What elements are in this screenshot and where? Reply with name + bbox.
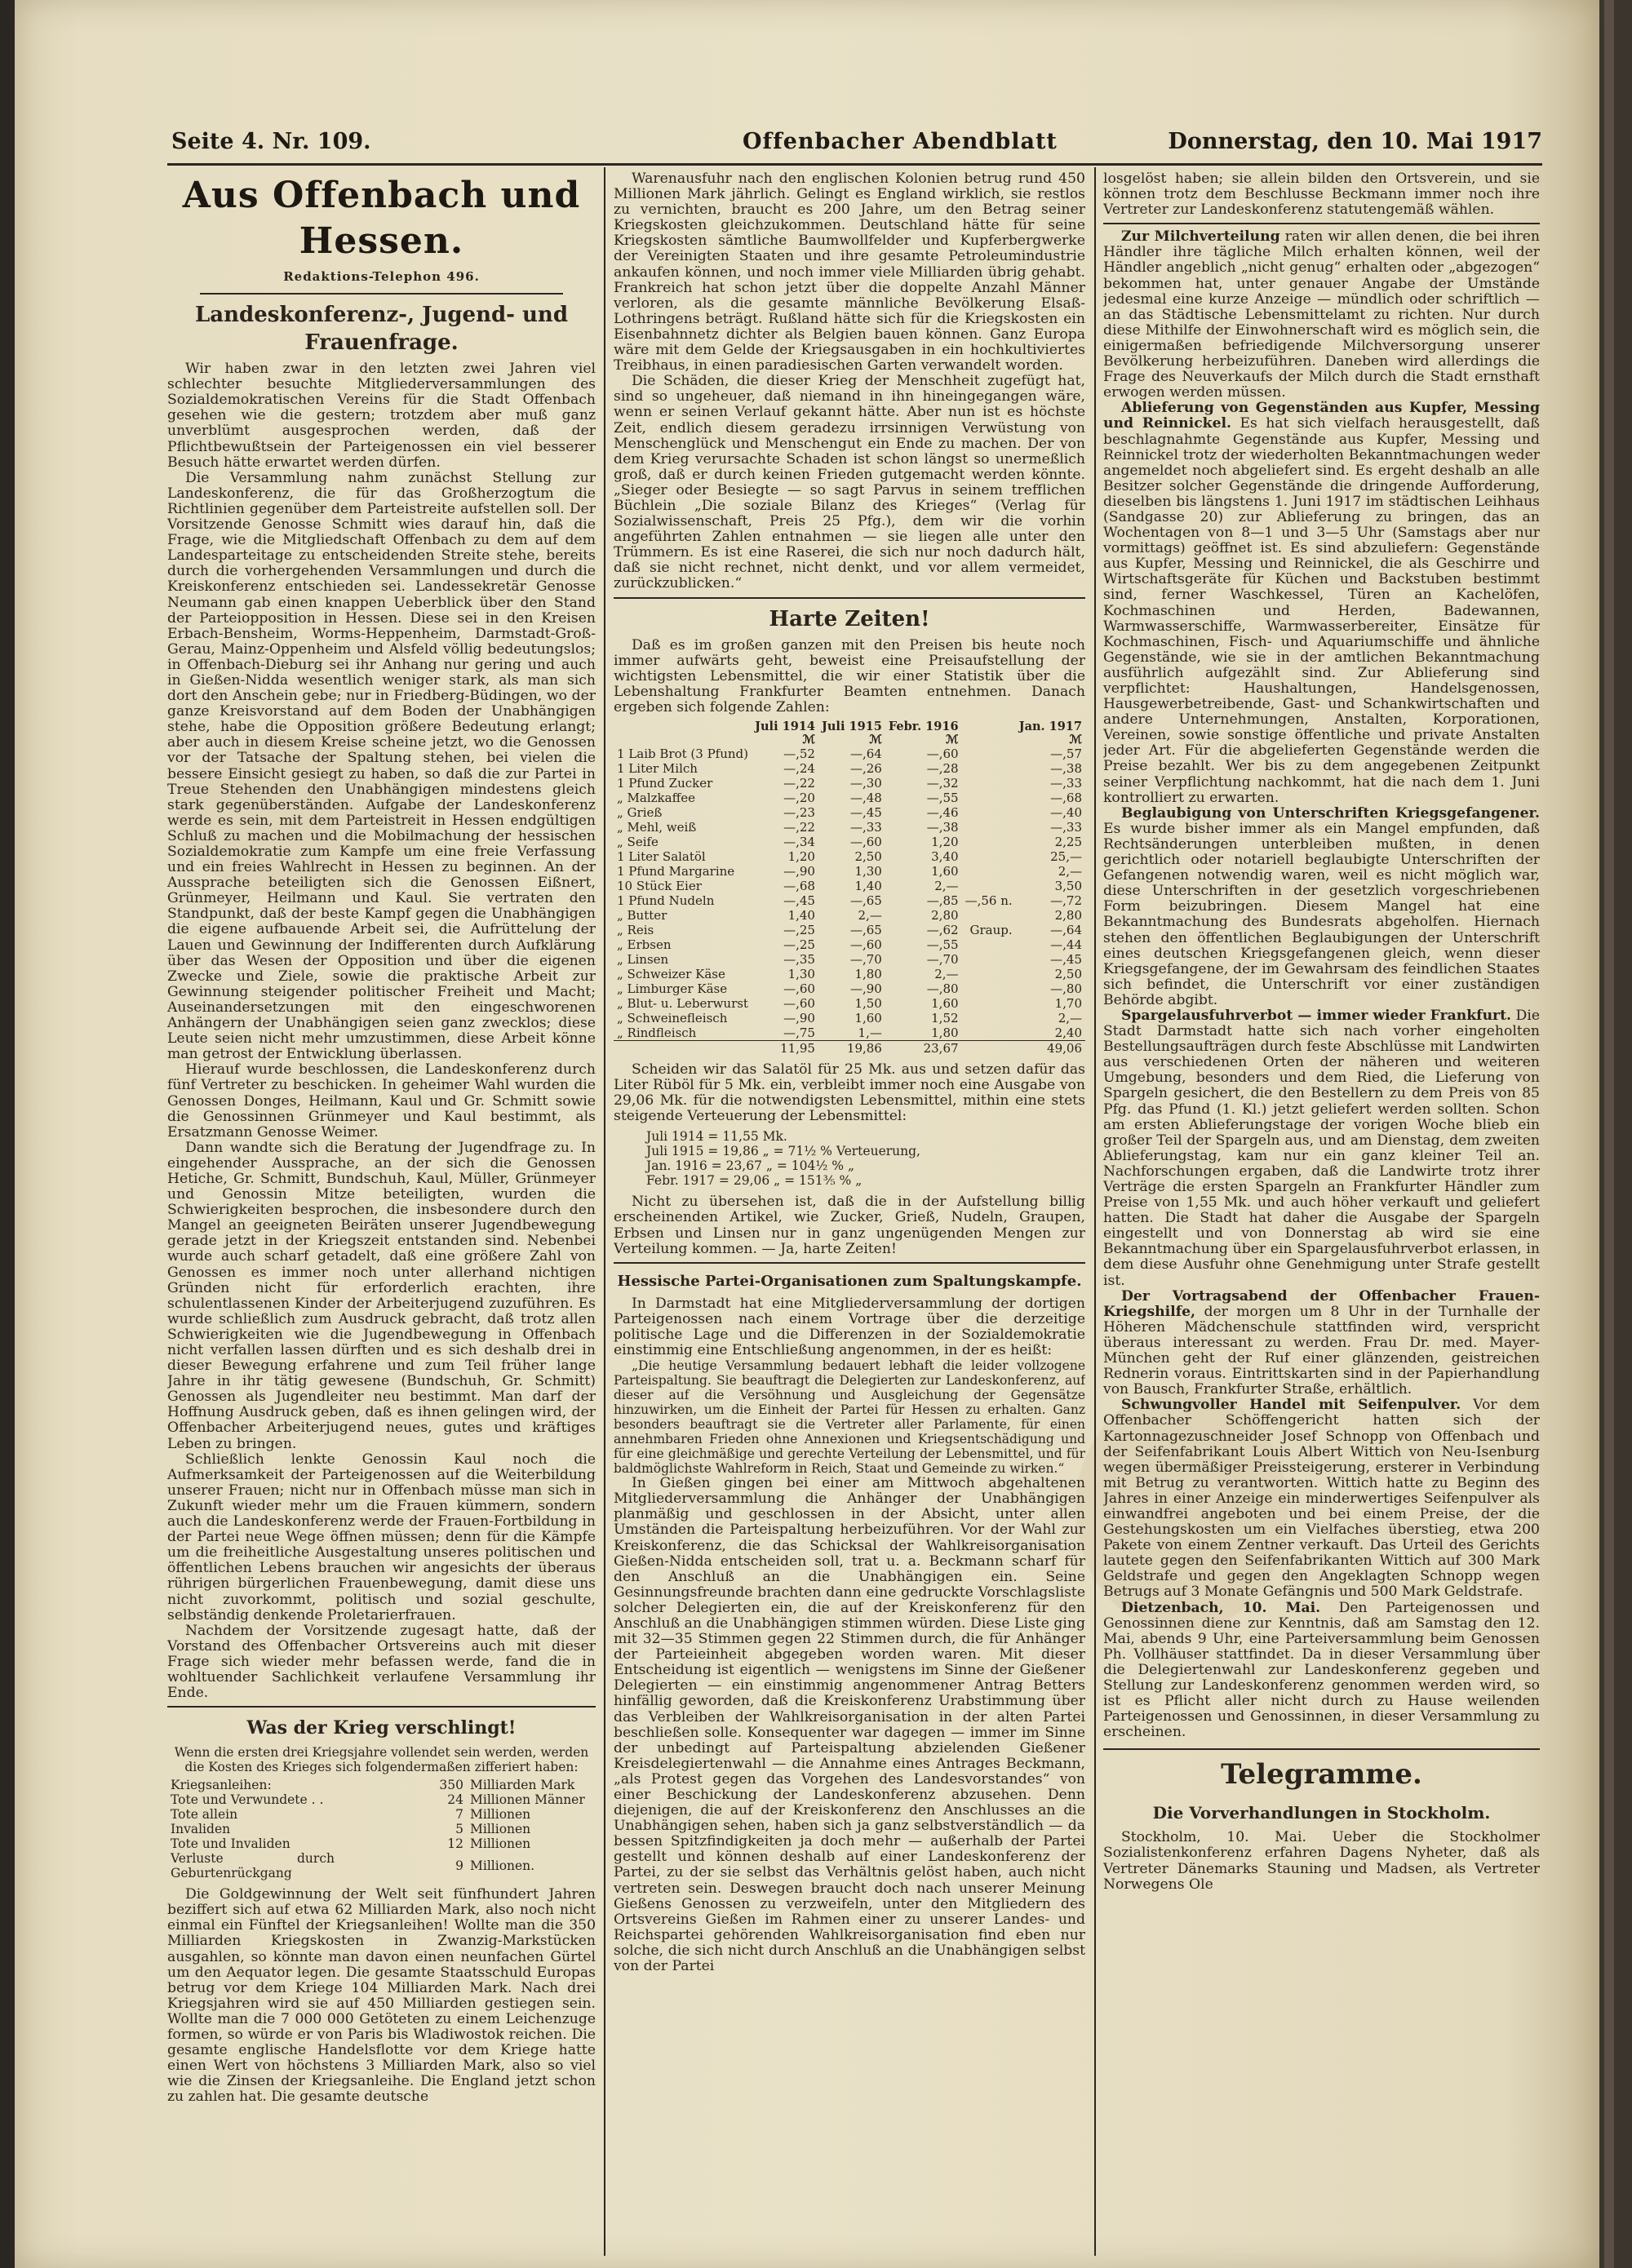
- table-cell: [962, 879, 1016, 893]
- article-title: Hessische Partei-Organisationen zum Spaltungskampfe.: [617, 1272, 1082, 1290]
- table-cell: „ Butter: [617, 908, 667, 923]
- table-cell: Millionen Männer: [470, 1792, 585, 1808]
- news-item-title: Der Vortragsabend der Offenbacher Frauen-Kriegshilfe,: [1103, 1287, 1540, 1320]
- table-cell: 2,80: [1054, 908, 1082, 923]
- telegram-section-title: Telegramme.: [1221, 1758, 1422, 1792]
- table-row: [614, 1011, 1085, 1025]
- column-3: [1103, 171, 1540, 2260]
- table-row: [614, 923, 1085, 937]
- table-cell: —,33: [850, 820, 882, 835]
- table-cell: 1 Pfund Nudeln: [617, 893, 715, 908]
- table-cell: —,75: [783, 1025, 815, 1040]
- issue-date: Donnerstag, den 10. Mai 1917: [1168, 129, 1542, 154]
- price-increase-line: Juli 1914 = 11,55 Mk.: [646, 1129, 787, 1145]
- table-cell: 350: [439, 1778, 463, 1793]
- table-cell: Millionen: [470, 1807, 531, 1823]
- news-item-title: Schwungvoller Handel mit Seifenpulver.: [1121, 1397, 1461, 1414]
- column-2: [614, 171, 1085, 2260]
- unit-cell: ℳ: [869, 733, 882, 746]
- column-header: Febr. 1916: [888, 720, 959, 733]
- news-item-text: Die Stadt Darmstadt hatte sich nach vorher eingeholten Bestellungsaufträgen durch feste Abschlüsse mit Landwirten aus verschiedenen Orten der näheren und weiteren Umgebung, besonders und dem Ried, die Lieferung von Spargeln gesichert, die den Bestellern zu dem Preis von 85 Pfg. das Pfund (1. Kl.) jetzt geliefert werden sollten. Schon am ersten Ablieferungstage der vorigen Woche blieb ein großer Teil der Spargeln aus, und am Dienstag, dem zweiten Ablieferungstag, kam nur ein ganz kleiner Teil an. Nachforschungen ergaben, daß die Landwirte trotz ihrer Verträge die ersten Spargeln an Frankfurter Händler zum Preise von 1,55 Mk. und auch höher verkauft und geliefert hatten. Die Stadt hat daher die Ausgabe der Spargeln eingestellt und von Donnerstag ab wird sie eine Bekanntmachung über ein Spargelausfuhrverbot erlassen, in dem diese Ausfuhr ohne Genehmigung unter Strafe gestellt ist.: [1103, 1007, 1540, 1289]
- price-increase-list: [646, 1129, 1085, 1188]
- table-cell: [962, 849, 1016, 864]
- table-cell: —,45: [850, 805, 882, 820]
- column-header: [962, 720, 1016, 733]
- unit-cell: [614, 733, 752, 746]
- news-item-text: Den Parteigenossen und Genossinnen diene zur Kenntnis, daß am Samstag den 12. Mai, abends 9 Uhr, eine Parteiversammlung beim Genossen Ph. Vollhäuser stattfindet. Da in dieser Versammlung über die Delegiertenwahl zur Landeskonferenz gegeben und Stellung zur Landeskonferenz genommen werden wird, so ist es Pflicht aller nicht durch zu Hause weilenden Parteigenossen und Genossinnen, in dieser Versammlung zu erscheinen.: [1103, 1599, 1540, 1741]
- total-cell: 19,86: [818, 1041, 885, 1056]
- news-item-title: Ablieferung von Gegenständen aus Kupfer, Messing und Reinnickel.: [1103, 400, 1540, 432]
- table-cell: 2,50: [854, 849, 882, 864]
- table-cell: —,22: [783, 776, 815, 791]
- table-cell: 1 Pfund Margarine: [617, 864, 735, 879]
- column-header: Juli 1915: [822, 720, 882, 733]
- table-row: [614, 746, 1085, 761]
- news-item: [1103, 229, 1540, 401]
- table-cell: 1,40: [854, 879, 882, 893]
- news-item-title: Beglaubigung von Unterschriften Kriegsgefangener.: [1121, 804, 1540, 822]
- table-cell: 1,20: [931, 835, 959, 849]
- page-number: Seite 4. Nr. 109.: [171, 129, 371, 154]
- table-cell: [962, 791, 1016, 805]
- table-row: [614, 981, 1085, 996]
- table-cell: —,45: [1050, 952, 1082, 967]
- table-cell: [962, 805, 1016, 820]
- table-cell: 1,30: [787, 967, 815, 981]
- table-cell: 1,50: [854, 996, 882, 1011]
- table-cell: 1 Liter Salatöl: [617, 849, 706, 864]
- table-row: [614, 879, 1085, 893]
- table-cell: —,34: [783, 835, 815, 849]
- article-paragraph: Wir haben zwar in den letzten zwei Jahren viel schlechter besuchte Mitgliederversammlungen des Sozialdemokratischen Vereins für die Stadt Offenbach gesehen wie die gestern; trotzdem aber muß ganz unverblümt ausgesprochen werden, daß der Pflichtbewußtsein der Parteigenossen ein viel besserer Besuch hätte erwartet werden dürfen.: [167, 361, 596, 471]
- table-cell: —,85: [926, 893, 959, 908]
- table-cell: —,60: [783, 996, 815, 1011]
- table-row: [614, 805, 1085, 820]
- article-paragraph: Die Versammlung nahm zunächst Stellung zur Landeskonferenz, die für das Großherzogtum die Richtlinien gegenüber dem Parteistreite aufstellen soll. Der Vorsitzende Genosse Schmitt wies darauf hin, daß die Frage, wie die Mitgliedschaft Offenbach zu dem auf dem Landesparteitage zu entscheidenden Streite stehe, bereits durch die vorhergehenden Versammlungen und durch die Kreiskonferenz entschieden sei. Landessekretär Genosse Neumann gab einen knappen Ueberblick über den Stand der Parteiopposition in Hessen. Diese sei in den Kreisen Erbach-Bensheim, Worms-Heppenheim, Darmstadt-Groß-Gerau, Mainz-Oppenheim und Alsfeld völlig bedeutungslos; in Offenbach-Dieburg sei ihr Anhang nur gering und auch in Gießen-Nidda wesentlich weniger stark, als man sich dort den Anschein gebe; nur in Friedberg-Büdingen, wo der ganze Kreisvorstand auf dem Boden der Unabhängigen stehe, habe die Opposition größere Bedeutung erlangt; aber auch in diesem Kreise scheine jetzt, wo die Genossen vor der Tatsache der Spaltung stehen, bei vielen die bessere Einsicht gesiegt zu haben, so daß die zur Partei in Treue Stehenden den Unabhängigen mindestens gleich stark gegenüberständen. Aufgabe der Landeskonferenz werde es sein, mit dem Parteistreit in Hessen endgültigen Schluß zu machen und die Mobilmachung der hessischen Sozialdemokratie zum Kampfe um eine freie Verfassung und ein freies Wahlrecht in Hessen zu beginnen. An der Aussprache beteiligten sich die Genossen Eißnert, Grünmeyer, Heilmann und Kaul. Sie vertraten den Standpunkt, daß der beste Kampf gegen die Unabhängigen die eigene aufbauende Arbeit sei, die Aufrüttelung der Lauen und Gewinnung der Indifferenten durch Aufklärung über das Wesen der Opposition und über die eigenen Zwecke und Ziele, sowie die praktische Arbeit zur Gewinnung steigender politischer Freiheit und Macht; Auseinandersetzungen mit den eingeschworenen Anhängern der Unabhängigen seien ganz zwecklos; diese Leute seien nicht mehr umzustimmen, diese Arbeit könne man getrost der Entwicklung überlassen.: [167, 469, 596, 1063]
- table-row: [614, 864, 1085, 879]
- table-cell: —,60: [850, 835, 882, 849]
- table-cell: Tote und Verwundete . .: [171, 1792, 324, 1808]
- article-paragraph: Dann wandte sich die Beratung der Jugendfrage zu. In eingehender Aussprache, an der sich die Genossen Hetiche, Gr. Schmitt, Bundschuh, Kaul, Müller, Grünmeyer und Genossin Mitze beteiligten, wurden die Schwierigkeiten besprochen, die insbesondere durch den Mangel an geeigneten Beiräten unserer Jugendbewegung gerade jetzt in der Kriegszeit entstanden sind. Nebenbei wurde auch scharf getadelt, daß eine größere Zahl von Genossen es immer noch unter allerhand nichtigen Gründen nicht für erforderlich erachten, ihre schulentlassenen Kinder der Arbeiterjugend zuzuführen. Es wurde schließlich zum Ausdruck gebracht, daß trotz allen Schwierigkeiten wie die Jugendbewegung in Offenbach nicht verfallen lassen dürften und es sich deshalb drei in dieser Bewegung erfahrene und zum Teil früher lange Jahre in ihr tätig gewesene (Bundschuh, Gr. Schmitt) Genossen als Jugendleiter neu bestimmt. Man darf der Hoffnung Ausdruck geben, daß es ihnen gelingen wird, der Offenbacher Arbeiterjugend neues, gutes und kräftiges Leben zu bringen.: [167, 1139, 596, 1452]
- news-item: [1103, 1398, 1540, 1600]
- table-cell: Tote und Invaliden: [171, 1836, 290, 1852]
- table-cell: „ Schweinefleisch: [617, 1011, 728, 1025]
- table-cell: [962, 908, 1016, 923]
- article-paragraph: Hierauf wurde beschlossen, die Landeskonferenz durch fünf Vertreter zu beschicken. In geheimer Wahl wurden die Genossen Donges, Heilmann, Kaul und Gr. Schmitt sowie die Genossinnen Grünmeyer und Kaul bestimmt, als Ersatzmann Genosse Weimer.: [167, 1061, 596, 1141]
- table-cell: Verluste durch Geburtenrückgang: [171, 1851, 335, 1881]
- table-cell: —,38: [926, 820, 959, 835]
- table-cell: —,45: [783, 893, 815, 908]
- table-cell: —,90: [783, 1011, 815, 1025]
- table-cell: Invaliden: [171, 1822, 231, 1837]
- table-cell: —,90: [850, 981, 882, 996]
- table-cell: 1,20: [787, 849, 815, 864]
- table-cell: —,68: [783, 879, 815, 893]
- table-cell: —,46: [926, 805, 959, 820]
- table-cell: —,32: [926, 776, 959, 791]
- table-cell: „ Seife: [617, 835, 659, 849]
- table-cell: —,68: [1050, 791, 1082, 805]
- article-paragraph: In Darmstadt hat eine Mitgliederversammlung der dortigen Parteigenossen nach einem Vortrage über die derzeitige politische Lage und die Differenzen in der Sozialdemokratie einstimmig eine Entschließung angenommen, in der es heißt:: [614, 1295, 1085, 1359]
- table-row: [614, 996, 1085, 1011]
- table-cell: „ Rindfleisch: [617, 1025, 697, 1040]
- article-paragraph: Stockholm, 10. Mai. Ueber die Stockholmer Sozialistenkonferenz erfahren Dagens Nyheter, daß als Vertreter Dänemarks Stauning und Madsen, als Vertreter Norwegens Ole: [1103, 1829, 1540, 1893]
- table-cell: 10 Stück Eier: [617, 879, 702, 893]
- table-cell: 12: [447, 1836, 463, 1852]
- table-cell: 5: [455, 1822, 463, 1837]
- column-rule: [1094, 167, 1096, 2256]
- telephone-note: Redaktions-Telephon 496.: [283, 269, 480, 284]
- table-row: [167, 1822, 596, 1836]
- table-cell: „ Mehl, weiß: [617, 820, 697, 835]
- unit-cell: ℳ: [802, 733, 815, 746]
- table-cell: —,48: [850, 791, 882, 805]
- table-cell: —,62: [926, 923, 959, 937]
- article-paragraph: Wenn die ersten drei Kriegsjahre vollendet sein werden, werden die Kosten des Krieges sich folgendermaßen zifferiert haben:: [174, 1745, 589, 1775]
- table-cell: [962, 1025, 1016, 1041]
- table-cell: 24: [447, 1792, 463, 1808]
- table-row: [167, 1851, 596, 1880]
- table-cell: —,40: [1050, 805, 1082, 820]
- table-cell: 1,60: [931, 996, 959, 1011]
- news-item: [1103, 1601, 1540, 1741]
- article-paragraph: losgelöst haben; sie allein bilden den Ortsverein, und sie können trotz dem Beschlusse Beckmann immer noch ihre Vertreter zur Landeskonferenz statutengemäß wählen.: [1103, 171, 1540, 219]
- table-row: [614, 952, 1085, 967]
- table-cell: Millionen: [470, 1836, 531, 1852]
- table-cell: 25,—: [1050, 849, 1082, 864]
- total-cell: [614, 1041, 752, 1056]
- total-cell: [962, 1041, 1016, 1056]
- table-cell: [962, 996, 1016, 1011]
- table-cell: „ Limburger Käse: [617, 981, 728, 996]
- table-row: [167, 1807, 596, 1822]
- news-item: [1103, 806, 1540, 1008]
- column-header: [614, 720, 752, 733]
- table-cell: —,90: [783, 864, 815, 879]
- table-row: [167, 1836, 596, 1851]
- table-cell: [962, 835, 1016, 849]
- table-row: [167, 1778, 596, 1792]
- total-cell: 23,67: [885, 1041, 962, 1056]
- table-cell: —,38: [1050, 761, 1082, 776]
- divider: [1103, 1748, 1540, 1750]
- table-cell: —,60: [926, 746, 959, 761]
- table-cell: Kriegsanleihen:: [171, 1778, 272, 1793]
- newspaper-title: Offenbacher Abendblatt: [743, 129, 1058, 154]
- news-item-text: Es hat sich vielfach herausgestellt, daß beschlagnahmte Gegenstände aus Kupfer, Messing und Reinnickel trotz der wiederholten Bekanntmachungen weder angemeldet noch abgeliefert sind. Es ergeht deshalb an alle Besitzer solcher Gegenstände die dringende Aufforderung, dieselben bis längstens 1. Juni 1917 im städtischen Leihhaus (Sandgasse 20) zur Ablieferung zu bringen, das an Wochentagen von 8—1 und 3—5 Uhr (Samstags aber nur vormittags) geöffnet ist. Es sind abzuliefern: Gegenstände aus Kupfer, Messing und Reinnickel, die als Geschirre und Wirtschaftsgeräte für Küchen und Backstuben bestimmt sind, ferner Waschkessel, Türen an Kachelöfen, Kochmaschinen und Herden, Badewannen, Warmwasserschiffe, Warmwasserbereiter, Einsätze für Kochmaschinen, Fisch- und Aquariumschiffe und ähnliche Gegenstände, wie sie in der amtlichen Bekanntmachung ausführlich aufgezählt sind. Zur Ablieferung sind verpflichtet: Haushaltungen, Handelsgenossen, Hausgewerbetreibende, Gast- und Schankwirtschaften und andere Unternehmungen, Anstalten, Korporationen, Vereinen, sowie sonstige öffentliche und private Anstalten jeder Art. Für die abgelieferten Gegenstände werden die Preise bezahlt. Wer bis zu dem angegebenen Zeitpunkt seiner Verpflichtung nachkommt, hat die nach dem 1. Juni kontrolliert zu erwarten.: [1103, 415, 1540, 806]
- table-cell: —,60: [850, 937, 882, 952]
- table-cell: [962, 937, 1016, 952]
- table-cell: „ Reis: [617, 923, 654, 937]
- table-row: [614, 761, 1085, 776]
- table-cell: [962, 864, 1016, 879]
- article-paragraph: Scheiden wir das Salatöl für 25 Mk. aus und setzen dafür das Liter Rüböl für 5 Mk. ein, verbleibt immer noch eine Ausgabe von 29,06 Mk. für die notwendigsten Lebensmittel, mithin eine stets steigende Verteuerung der Lebensmittel:: [614, 1061, 1085, 1125]
- table-cell: —,56 n.: [965, 893, 1013, 908]
- table-cell: —,35: [783, 952, 815, 967]
- article-paragraph: In Gießen gingen bei einer am Mittwoch abgehaltenen Mitgliederversammlung die Anhänger der Unabhängigen planmäßig und geschlossen in der Absicht, unter allen Umständen die Parteispaltung herbeizuführen. Vor der Wahl zur Kreiskonferenz, die das Schicksal der Wahlkreisorganisation Gießen-Nidda entscheiden soll, trat u. a. Beckmann scharf für den Anschluß an die Unabhängigen ein. Seine Gesinnungsfreunde brachten dann eine gedruckte Vorschlagsliste solcher Delegierten ein, die auf der Kreiskonferenz für den Anschluß an die Unabhängigen stimmen würden. Diese Liste ging mit 32—35 Stimmen gegen 22 Stimmen durch, die für Anhänger der Parteieinheit abgegeben worden waren. Mit dieser Entscheidung ist eigentlich — wenigstens im Sinne der Gießener Delegierten — ein einstimmig angenommener Antrag Betters hinfällig geworden, daß die Kreiskonferenz Urabstimmung über das Verbleiben der Wahlkreisorganisation in der alten Partei beschließen solle. Konsequenter war dagegen — immer im Sinne der unbedingt auf Parteispaltung abzielenden Gießener Kreisdelegiertenwahl — die Annahme eines Antrages Beckmann, „als Protest gegen das Vorgehen des Landesvorstandes“ von einer Beschickung der Landeskonferenz abzusehen. Denn diejenigen, die auf der Kreiskonferenz den Anschlusses an die Unabhängigen sehen, haben sich ja ganz selbstverständlich — da bessen Spitzfindigkeiten ja doch mehr — außerhalb der Partei gestellt und können deshalb auf einer Landeskonferenz der Partei, zu der sie selbst das Verhältnis gelöst haben, auch nicht vertreten sein. Deswegen braucht doch nach unserer Meinung Gießens Genossen zu verzweifeln, unter den Mitgliedern des Ortsvereins Gießen im Rahmen einer zu unserer Landes- und Reichspartei gehörenden Wahlkreisorganisation find eben nur solche, die sich nicht durch Anschluß an die Unabhängigen selbst von der Partei: [614, 1475, 1085, 1975]
- article-paragraph: Warenausfuhr nach den englischen Kolonien betrug rund 450 Millionen Mark jährlich. Gelingt es England wirklich, sie restlos zu vernichten, braucht es 200 Jahre, um den Betrag seiner Kriegskosten gleichzukommen. Deutschland hätte für seine Kriegskosten sämtliche Baumwollfelder und Kupferbergwerke der Vereinigten Staaten und ihre gesamte Petroleumindustrie ankaufen können, und noch immer viele Milliarden übrig gehabt. Frankreich hat schon jetzt über die doppelte Anzahl Männer verloren, als die gesamte männliche Bevölkerung Elsaß-Lothringens beträgt. Rußland hätte sich für die Kriegskosten ein Eisenbahnnetz dichter als Belgien bauen können. Ganz Europa wäre mit dem Gelde der Kriegsausgaben in ein hochkultiviertes Treibhaus, in einen paradiesischen Garten verwandelt worden.: [614, 171, 1085, 374]
- news-item-title: Dietzenbach, 10. Mai.: [1121, 1599, 1321, 1616]
- resolution-quote: „Die heutige Versammlung bedauert lebhaft die leider vollzogene Parteispaltung. Sie beauftragt die Delegierten zur Landeskonferenz, auf dieser auf die Versöhnung und Ausgleichung der Gegensätze hinzuwirken, um die Einheit der Partei für Hessen zu erhalten. Ganz besonders beauftragt sie die Vertreter aller Parlamente, für einen annehmbaren Frieden ohne Annexionen und Kriegsentschädigung und für eine gleichmäßige und gerechte Verteilung der Lebensmittel, und für baldmöglichste Wahlreform in Reich, Staat und Gemeinde zu wirken.“: [614, 1358, 1085, 1477]
- table-cell: —,72: [1050, 893, 1082, 908]
- divider: [614, 1262, 1085, 1264]
- table-cell: —,80: [1050, 981, 1082, 996]
- table-cell: 1 Pfund Zucker: [617, 776, 713, 791]
- table-cell: [962, 746, 1016, 761]
- table-cell: —,70: [850, 952, 882, 967]
- table-cell: —,64: [1050, 923, 1082, 937]
- column-1: [167, 171, 596, 2260]
- table-cell: —,22: [783, 820, 815, 835]
- table-cell: 9: [455, 1858, 463, 1874]
- table-total-row: [614, 1041, 1085, 1056]
- table-cell: „ Schweizer Käse: [617, 967, 725, 981]
- news-item: [1103, 1289, 1540, 1398]
- news-item-text: Es wurde bisher immer als ein Mangel empfunden, daß Rechtsänderungen unterbleiben mußten, in denen gerichtlich oder notariell beglaubigte Unterschriften der Gefangenen notwendig waren, weil es nicht möglich war, diese Unterschriften in der gesetzlich vorgeschriebenen Form beizubringen. Diesem Mangel hat eine Bekanntmachung des Bundesrats abgeholfen. Hiernach stehen den öffentlichen Beglaubigungen der Unterschrift eines deutschen Kriegsgefangenen gleich, wenn dieser Kriegsgefangene, der im Gewahrsam des feindlichen Staates sich befindet, die Unterschrift vor einer zuständigen Behörde abgibt.: [1103, 820, 1540, 1008]
- news-item: [1103, 401, 1540, 805]
- news-item-text: raten wir allen denen, die bei ihren Händler ihre tägliche Milch erhalten können, weil der Händler angeblich „nicht genug“ erhalten oder „abgezogen“ bekommen hat, unter genauer Angabe der Umstände jedesmal eine kurze Anzeige — mündlich oder schriftlich — an das Städtische Lebensmittelamt zu richten. Nur durch diese Mithilfe der Einwohnerschaft wird es möglich sein, die einigermaßen befriedigende Milchversorgung unserer Bevölkerung herbeizuführen. Daneben wird allerdings die Frage des Neuverkaufs der Milch durch die Stadt ernsthaft erwogen werden müssen.: [1103, 228, 1540, 401]
- table-cell: —,33: [1050, 820, 1082, 835]
- table-cell: 2,—: [858, 908, 882, 923]
- table-cell: 2,50: [1054, 967, 1082, 981]
- table-cell: —,80: [926, 981, 959, 996]
- table-cell: „ Malzkaffee: [617, 791, 695, 805]
- price-increase-line: Jan. 1916 = 23,67 „ = 104½ % „: [646, 1158, 854, 1174]
- unit-cell: ℳ: [946, 733, 959, 746]
- header-rule: [167, 163, 1542, 166]
- news-item-text: Vor dem Offenbacher Schöffengericht hatten sich der Kartonnagezuschneider Josef Schnopp von Offenbach und der Seifenfabrikant Louis Albert Wittich von Neu-Isenburg wegen übermäßiger Preissteigerung, ersterer in Verbindung mit Betrug zu verantworten. Wittich hatte zu Beginn des Jahres in einer Anzeige ein minderwertiges Seifenpulver als einwandfrei angeboten und bei einem Preise, der die Gestehungskosten um ein Vielfaches überstieg, etwa 200 Pakete von einem Zentner verkauft. Das Urteil des Gerichts lautete gegen den Seifenfabrikanten Wittich auf 300 Mark Geldstrafe und gegen den Angeklagten Schnopp wegen Betrugs auf 3 Monate Gefängnis und 500 Mark Geldstrafe.: [1103, 1397, 1540, 1601]
- table-cell: 2,—: [1058, 1011, 1082, 1025]
- table-cell: 2,—: [934, 967, 959, 981]
- table-cell: [962, 1011, 1016, 1025]
- table-cell: [962, 761, 1016, 776]
- news-item-text: der morgen um 8 Uhr in der Turnhalle der Höheren Mädchenschule stattfinden wird, verspricht überaus interessant zu werden. Frau Dr. med. Mayer-München geht der Ruf einer glänzenden, geistreichen Rednerin voraus. Eintrittskarten sind in der Papierhandlung von Bausch, Frankfurter Straße, erhältlich.: [1103, 1303, 1540, 1398]
- table-row: [614, 849, 1085, 864]
- price-increase-line: Juli 1915 = 19,86 „ = 71½ % Verteuerung,: [646, 1144, 920, 1159]
- price-table: [614, 720, 1085, 1056]
- unit-cell: ℳ: [1069, 733, 1082, 746]
- table-cell: [962, 981, 1016, 996]
- table-cell: —,65: [850, 893, 882, 908]
- table-cell: —,28: [926, 761, 959, 776]
- table-cell: „ Erbsen: [617, 937, 672, 952]
- article-paragraph: Nachdem der Vorsitzende zugesagt hatte, daß der Vorstand des Offenbacher Ortsvereins auch mit dieser Frage sich wieder mehr befassen werde, fand die in wohltuender Sachlichkeit verlaufene Versammlung ihr Ende.: [167, 1622, 596, 1702]
- table-cell: —,57: [1050, 746, 1082, 761]
- table-row: [614, 967, 1085, 981]
- table-cell: Milliarden Mark: [470, 1778, 575, 1793]
- table-cell: 1,60: [854, 1011, 882, 1025]
- table-row: [614, 937, 1085, 952]
- telegram-subtitle: Die Vorverhandlungen in Stockholm.: [1152, 1803, 1491, 1823]
- price-table-body: [614, 746, 1085, 1041]
- table-row: [614, 791, 1085, 805]
- article-paragraph: Daß es im großen ganzen mit den Preisen bis heute noch immer aufwärts geht, beweist eine Preisaufstellung der wichtigsten Lebensmittel, die wir einer Statistik über die Lebenshaltung Frankfurter Beamten entnehmen. Danach ergeben sich folgende Zahlen:: [614, 636, 1085, 715]
- table-cell: Millionen: [470, 1822, 531, 1837]
- table-cell: 1,80: [854, 967, 882, 981]
- table-cell: 7: [455, 1807, 463, 1823]
- table-cell: —,55: [926, 937, 959, 952]
- table-cell: „ Linsen: [617, 952, 669, 967]
- article-title: Harte Zeiten!: [769, 606, 930, 631]
- article-paragraph: Die Schäden, die dieser Krieg der Menschheit zugefügt hat, sind so ungeheuer, daß niemand in ihn hineingegangen wäre, wenn er seinen Verlauf gekannt hätte. Aber nun ist es höchste Zeit, endlich diesem geradezu irrsinnigen Verwüstung von Menschenglück und Menschengut ein Ende zu machen. Der von dem Krieg verursachte Schaden ist schon längst so unermeßlich groß, daß er durch keinen Frieden gutgemacht werden könnte. „Sieger oder Besiegte — so sagt Parvus in seinem trefflichen Büchlein „Die soziale Bilanz des Krieges“ (Verlag für Sozialwissenschaft, Preis 25 Pfg.), dem wir die vorhin angeführten Zahlen entnahmen — sie liegen alle unter den Trümmern. Es ist eine Raserei, die sich nur noch dadurch hält, daß sie nicht rechnet, nicht denkt, und vor allem vermeidet, zurückzublicken.“: [614, 373, 1085, 592]
- book-edge-bar: [1604, 0, 1614, 2268]
- news-item: [1103, 1008, 1540, 1289]
- table-cell: Millionen.: [470, 1858, 535, 1874]
- article-paragraph: Nicht zu übersehen ist, daß die in der Aufstellung billig erscheinenden Artikel, wie Zucker, Grieß, Nudeln, Graupen, Erbsen und Linsen nur in ganz ungenügenden Mengen zur Verteilung kommen. — Ja, harte Zeiten!: [614, 1194, 1085, 1257]
- table-header-row: [614, 720, 1085, 733]
- article-paragraph: Schließlich lenkte Genossin Kaul noch die Aufmerksamkeit der Parteigenossen auf die Weiterbildung unserer Frauen; nicht nur in Offenbach müsse man sich in Zukunft wieder mehr um die Frauen kümmern, sondern auch die Landeskonferenz werde der Frauen-Fortbildung in der Partei neue Wege öffnen müssen; denn für die Kämpfe um die freiheitliche Ausgestaltung unseres politischen und öffentlichen Lebens brauchen wir angesichts der überaus rührigen bürgerlichen Frauenbewegung, damit diese uns nicht zuvorkommt, politisch und sozial geschulte, selbständig denkende Proletarierfrauen.: [167, 1451, 596, 1623]
- article-title: Was der Krieg verschlingt!: [246, 1717, 517, 1739]
- divider: [1103, 223, 1540, 224]
- divider: [200, 293, 563, 295]
- table-cell: 1,52: [931, 1011, 959, 1025]
- table-cell: 1,70: [1054, 996, 1082, 1011]
- divider: [167, 1706, 596, 1708]
- table-cell: —,26: [850, 761, 882, 776]
- table-cell: [962, 820, 1016, 835]
- table-cell: —,65: [850, 923, 882, 937]
- news-item-title: Spargelausfuhrverbot — immer wieder Frankfurt.: [1121, 1007, 1512, 1024]
- column-header: Juli 1914: [755, 720, 815, 733]
- table-cell: 3,50: [1054, 879, 1082, 893]
- total-cell: 49,06: [1016, 1041, 1085, 1056]
- total-cell: 11,95: [752, 1041, 818, 1056]
- table-cell: —,24: [783, 761, 815, 776]
- table-cell: 1 Liter Milch: [617, 761, 698, 776]
- news-item-title: Zur Milchverteilung: [1121, 228, 1280, 246]
- table-cell: —,44: [1050, 937, 1082, 952]
- table-cell: —,60: [783, 981, 815, 996]
- table-cell: 1,30: [854, 864, 882, 879]
- column-header: Jan. 1917: [1018, 720, 1082, 733]
- table-cell: —,20: [783, 791, 815, 805]
- table-cell: —,55: [926, 791, 959, 805]
- table-cell: 1,80: [931, 1025, 959, 1040]
- divider: [614, 597, 1085, 599]
- table-row: [614, 908, 1085, 923]
- war-cost-table: [167, 1778, 596, 1880]
- table-row: [614, 1025, 1085, 1041]
- table-cell: —,52: [783, 746, 815, 761]
- table-row: [614, 820, 1085, 835]
- table-cell: 1,—: [858, 1025, 882, 1040]
- table-cell: „ Grieß: [617, 805, 663, 820]
- table-cell: 1,40: [787, 908, 815, 923]
- table-cell: 2,—: [1058, 864, 1082, 879]
- table-cell: Tote allein: [171, 1807, 238, 1823]
- table-row: [614, 776, 1085, 791]
- table-unit-row: [614, 733, 1085, 746]
- table-cell: —,33: [1050, 776, 1082, 791]
- table-cell: —,25: [783, 923, 815, 937]
- table-cell: 1 Laib Brot (3 Pfund): [617, 746, 748, 761]
- table-cell: Graup.: [969, 923, 1013, 937]
- table-cell: —,23: [783, 805, 815, 820]
- article-title: Landeskonferenz-, Jugend- und Frauenfrage.: [194, 303, 569, 356]
- table-cell: [962, 776, 1016, 791]
- table-cell: —,70: [926, 952, 959, 967]
- table-cell: 2,40: [1054, 1025, 1082, 1040]
- price-increase-line: Febr. 1917 = 29,06 „ = 151⅗ % „: [646, 1173, 863, 1189]
- table-cell: 2,—: [934, 879, 959, 893]
- column-rule: [604, 167, 605, 2256]
- table-cell: „ Blut- u. Leberwurst: [617, 996, 748, 1011]
- table-cell: —,25: [783, 937, 815, 952]
- table-cell: —,64: [850, 746, 882, 761]
- article-paragraph: Die Goldgewinnung der Welt seit fünfhundert Jahren beziffert sich auf etwa 62 Milliarden Mark, also noch nicht einmal ein Fünftel der Kriegsanleihen! Wollte man die 350 Milliarden Kriegskosten in Zwanzig-Markstücken ausgahlen, so könnte man davon einen neunfachen Gürtel um den Aequator legen. Die gesamte Staatsschuld Europas betrug vor dem Kriege 104 Milliarden Mark. Nach drei Kriegsjahren wird sie auf 450 Milliarden gestiegen sein. Wollte man die 7 000 000 Getöteten zu einem Leichenzuge formen, so würde er von Paris bis Wladiwostok reichen. Die gesamte englische Handelsflotte vor dem Kriege hatte einen Wert von höchstens 3 Milliarden Mark, also so viel wie die Zinsen der Kriegsanleihe. Die England jetzt schon zu zahlen hat. Die gesamte deutsche: [167, 1886, 596, 2106]
- table-row: [614, 893, 1085, 908]
- page-header: [171, 122, 1542, 163]
- table-cell: [962, 967, 1016, 981]
- table-row: [167, 1792, 596, 1807]
- table-cell: 1,60: [931, 864, 959, 879]
- table-cell: 2,25: [1054, 835, 1082, 849]
- table-cell: —,30: [850, 776, 882, 791]
- table-cell: [962, 952, 1016, 967]
- table-cell: 3,40: [931, 849, 959, 864]
- table-cell: 2,80: [931, 908, 959, 923]
- unit-cell: [962, 733, 1016, 746]
- section-title: Aus Offenbach und Hessen.: [182, 175, 581, 262]
- book-edge: [1599, 0, 1632, 2268]
- table-row: [614, 835, 1085, 849]
